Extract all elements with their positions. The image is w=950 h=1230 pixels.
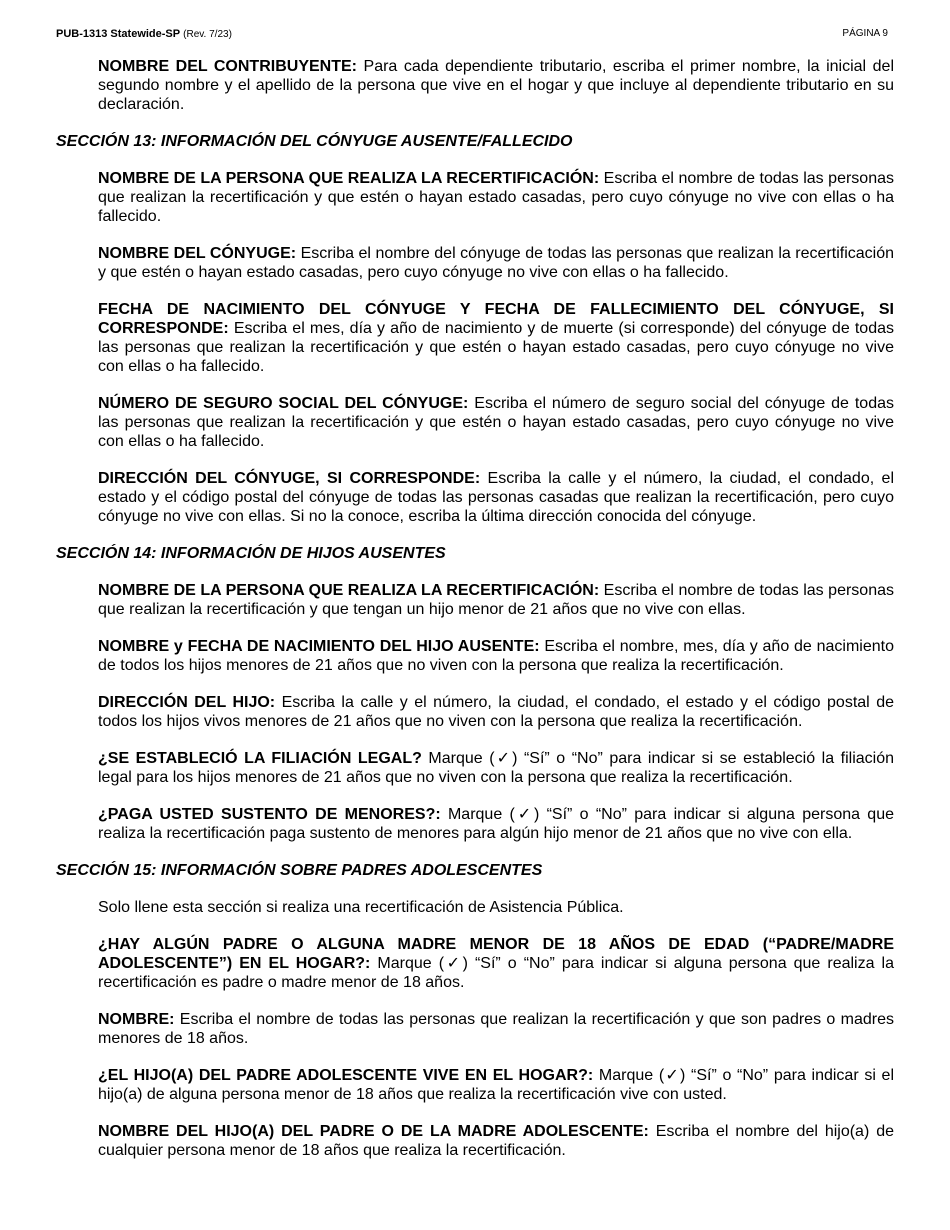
item-label: NOMBRE DE LA PERSONA QUE REALIZA LA RECERTIFICACIÓN: [98,170,600,187]
intro-paragraph [98,57,894,114]
item-text: Escriba el nombre, mes, día y año de nacimiento de todos los hijos menores de 21 años que no viven con la persona que realiza la recertificación. [98,638,894,674]
s13-item [98,300,894,376]
item-text: Escriba la calle y el número, la ciudad, el condado, el estado y el código postal de todos los hijos vivos menores de 21 años que no viven con la persona que realiza la recertificación. [98,694,894,730]
s13-item [98,244,894,282]
section-13-heading: SECCIÓN 13: INFORMACIÓN DEL CÓNYUGE AUSENTE/FALLECIDO [56,133,573,150]
item-text: Marque (✓) “Sí” o “No” para indicar si el hijo(a) de alguna persona menor de 18 años que realiza la recertificación vive con usted. [98,1067,894,1103]
item-label: DIRECCIÓN DEL HIJO: [98,694,276,711]
s13-item [98,169,894,226]
s14-item [98,749,894,787]
item-label: FECHA DE NACIMIENTO DEL CÓNYUGE Y FECHA DE FALLECIMIENTO DEL CÓNYUGE, SI CORRESPONDE: [98,301,894,337]
section-14-heading: SECCIÓN 14: INFORMACIÓN DE HIJOS AUSENTES [56,545,446,562]
s13-item [98,394,894,451]
item-label: NÚMERO DE SEGURO SOCIAL DEL CÓNYUGE: [98,395,469,412]
item-label: ¿SE ESTABLECIÓ LA FILIACIÓN LEGAL? [98,750,422,767]
form-revision: (Rev. 7/23) [183,29,232,40]
item-label: ¿EL HIJO(A) DEL PADRE ADOLESCENTE VIVE EN EL HOGAR?: [98,1067,594,1084]
item-label: DIRECCIÓN DEL CÓNYUGE, SI CORRESPONDE: [98,470,481,487]
item-label: NOMBRE DEL CONTRIBUYENTE: [98,58,357,75]
item-text: Escriba el número de seguro social del cónyuge de todas las personas que realizan la recertificación y que estén o hayan estado casadas, pero cuyo cónyuge no vive con ellas o ha fallecido. [98,395,894,450]
item-label: ¿PAGA USTED SUSTENTO DE MENORES?: [98,806,441,823]
item-label: NOMBRE DEL HIJO(A) DEL PADRE O DE LA MADRE ADOLESCENTE: [98,1123,649,1140]
item-text: Marque (✓) “Sí” o “No” para indicar si alguna persona que realiza la recertificación paga sustento de menores para algún hijo menor de 21 años que no vive con ella. [98,806,895,842]
item-label: NOMBRE DEL CÓNYUGE: [98,245,297,262]
s14-item [98,693,894,731]
form-code: PUB-1313 Statewide-SP [56,28,181,40]
s15-item [98,935,894,992]
document-body [56,57,894,1178]
s14-item [98,805,894,843]
item-label: NOMBRE: [98,1011,175,1028]
item-label: ¿HAY ALGÚN PADRE O ALGUNA MADRE MENOR DE 18 AÑOS DE EDAD (“PADRE/MADRE ADOLESCENTE”) EN EL HOGAR?: [98,936,894,972]
s15-item [98,1066,894,1104]
section-15-heading: SECCIÓN 15: INFORMACIÓN SOBRE PADRES ADOLESCENTES [56,862,543,879]
page-header [56,28,888,42]
s13-item [98,469,894,526]
s15-item [98,1010,894,1048]
page-number: PÁGINA 9 [842,28,888,39]
s15-item [98,1122,894,1160]
s14-item [98,581,894,619]
s14-item [98,637,894,675]
item-text: Escriba el nombre de todas las personas que realizan la recertificación y que estén o hayan estado casadas, pero cuyo cónyuge no vive con ellas o ha fallecido. [98,170,894,225]
item-text: Escriba el mes, día y año de nacimiento y de muerte (si corresponde) del cónyuge de todas las personas que realizan la recertificación y que estén o hayan estado casadas, pero cuyo cónyuge no vive con ellas o ha fallecido. [98,320,894,375]
item-label: NOMBRE DE LA PERSONA QUE REALIZA LA RECERTIFICACIÓN: [98,582,600,599]
s15-note: Solo llene esta sección si realiza una recertificación de Asistencia Pública. [98,899,624,916]
item-text: Marque (✓) “Sí” o “No” para indicar si alguna persona que realiza la recertificación es padre o madre menor de 18 años. [98,955,894,991]
item-text: Escriba la calle y el número, la ciudad, el condado, el estado y el código postal del cónyuge de todas las personas casadas que realizan la recertificación, pero cuyo cónyuge no vive con ellas. Si no la conoce, escriba la última dirección conocida del cónyuge. [98,470,894,525]
item-text: Escriba el nombre del hijo(a) de cualquier persona menor de 18 años que realiza la recertificación. [98,1123,894,1159]
item-text: Escriba el nombre del cónyuge de todas las personas que realizan la recertificación y que estén o hayan estado casadas, pero cuyo cónyuge no vive con ellas o ha fallecido. [98,245,895,281]
item-text: Escriba el nombre de todas las personas que realizan la recertificación y que son padres o madres menores de 18 años. [98,1011,894,1047]
item-text: Marque (✓) “Sí” o “No” para indicar si se estableció la filiación legal para los hijos menores de 21 años que no viven con la persona que realiza la recertificación. [98,750,894,786]
item-text: Escriba el nombre de todas las personas que realizan la recertificación y que tengan un hijo menor de 21 años que no vive con ellas. [98,582,894,618]
item-label: NOMBRE y FECHA DE NACIMIENTO DEL HIJO AUSENTE: [98,638,540,655]
item-text: Para cada dependiente tributario, escriba el primer nombre, la inicial del segundo nombre y el apellido de la persona que vive en el hogar y que incluye al dependiente tributario en su declaración. [98,58,894,113]
